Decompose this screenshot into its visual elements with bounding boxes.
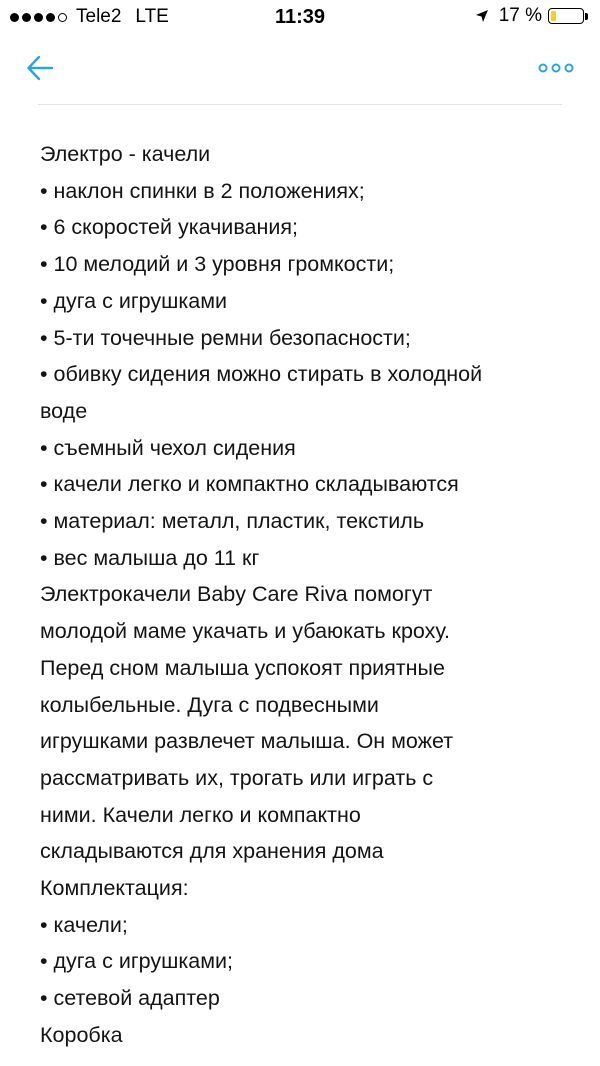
battery-icon [548,8,584,24]
description-line: рассматривать их, трогать или играть с [40,765,434,790]
nav-bar [0,36,600,100]
description-text [40,136,570,1054]
battery-fill [551,11,556,21]
description-line: • наклон спинки в 2 положениях; [40,178,365,203]
battery-percent: 17 % [498,5,542,26]
description-line: Комплектация: [40,876,189,901]
location-arrow-icon [475,9,489,23]
network-type: LTE [135,6,169,27]
description-line: ними. Качели легко и компактно [40,802,361,827]
arrow-left-icon [26,54,54,82]
description-line: Электро - качели [40,142,211,166]
description-line: • дуга с игрушками [40,288,228,313]
status-bar [0,0,600,36]
ellipsis-icon [538,62,574,74]
description-line: складываются для хранения дома [40,839,384,864]
description-line: • вес малыша до 11 кг [40,545,260,570]
carrier-name: Tele2 [76,6,122,27]
description-line: • дуга с игрушками; [40,949,233,974]
description-line: • 10 мелодий и 3 уровня громкости; [40,252,395,277]
description-line: колыбельные. Дуга с подвесными [40,692,379,717]
description-line: Электрокачели Baby Care Riva помогут [40,582,433,607]
description-line: • 6 скоростей укачивания; [40,215,298,240]
description-line: Перед сном малыша успокоят приятные [40,655,445,680]
battery-tip [585,13,588,20]
back-button[interactable] [22,50,58,86]
description-line: Коробка [40,1022,123,1047]
status-time: 11:39 [274,6,326,28]
description-line: • 5-ти точечные ремни безопасности; [40,325,411,350]
description-line: • съемный чехол сидения [40,435,296,460]
description-line: воде [40,398,88,423]
more-options-button[interactable] [534,50,578,86]
status-right [475,5,588,27]
description-line: • качели; [40,912,128,937]
description-line: • материал: металл, пластик, текстиль [40,509,425,534]
description-line: • обивку сидения можно стирать в холодной [40,362,483,387]
description-line: • сетевой адаптер [40,986,220,1011]
description-line: игрушками развлечет малыша. Он может [40,729,454,754]
header-divider [38,104,562,105]
description-line: • качели легко и компактно складываются [40,472,459,497]
description-line: молодой маме укачать и убаюкать кроху. [40,619,450,644]
